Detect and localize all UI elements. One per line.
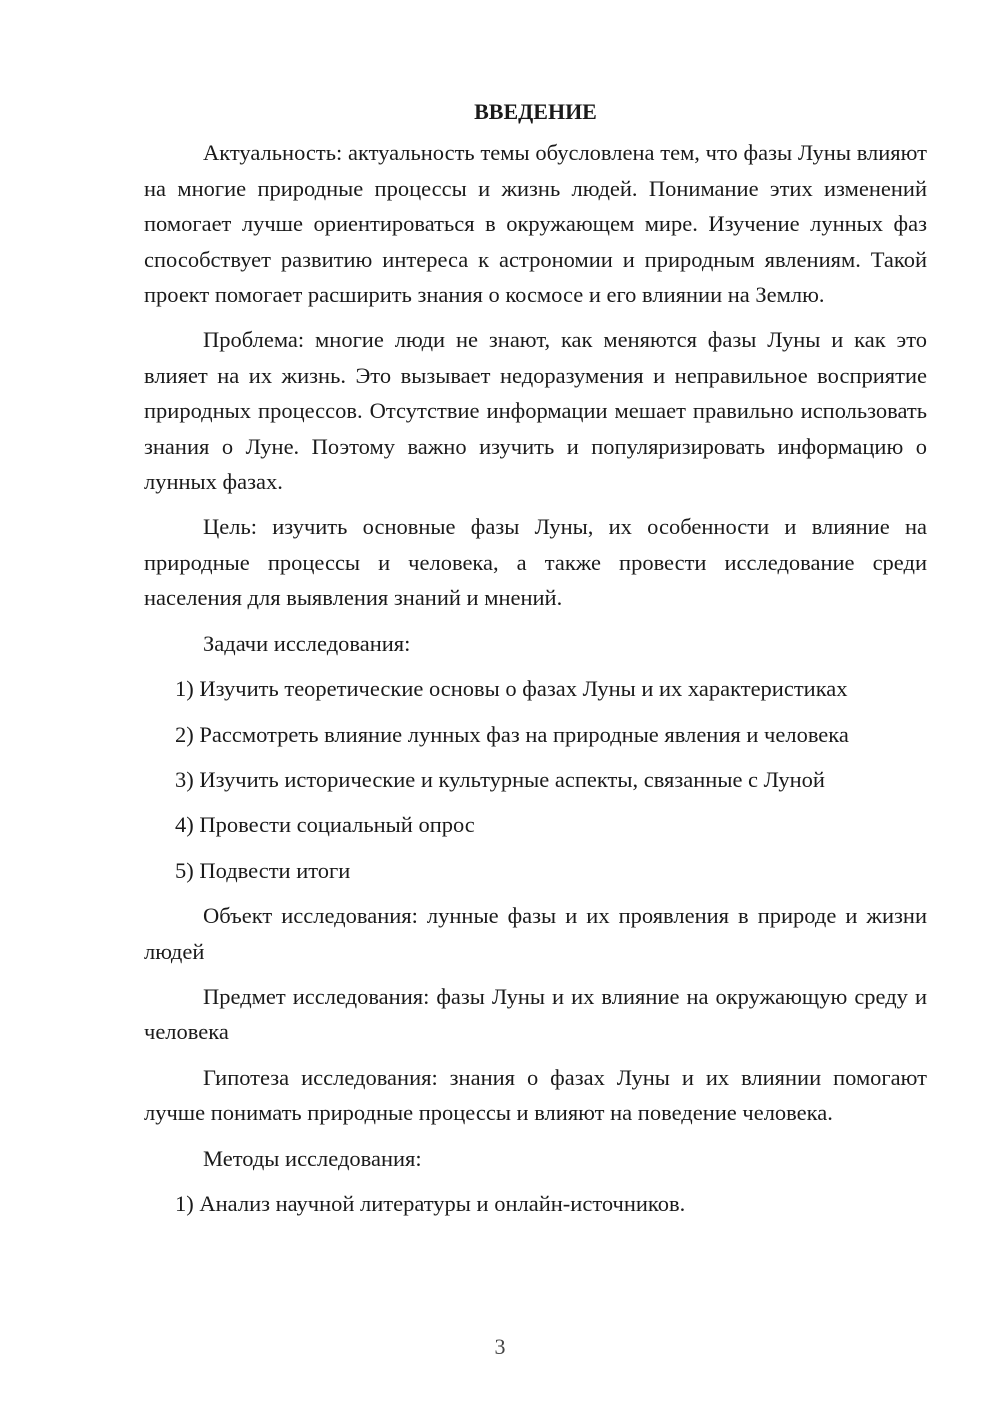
- task-item: 1) Изучить теоретические основы о фазах Луны и их характеристиках: [175, 676, 848, 702]
- method-item: 1) Анализ научной литературы и онлайн-источников.: [175, 1190, 686, 1216]
- task-item: 5) Подвести итоги: [175, 857, 351, 883]
- paragraph-hypothesis: Гипотеза исследования: знания о фазах Луны и их влиянии помогают лучше понимать природные процессы и влияют на поведение человека.: [144, 1064, 927, 1126]
- task-item: 3) Изучить исторические и культурные аспекты, связанные с Луной: [175, 766, 825, 792]
- page-title: ВВЕДЕНИЕ: [474, 99, 597, 124]
- page-body: [144, 94, 927, 1231]
- methods-heading: Методы исследования:: [203, 1145, 422, 1171]
- paragraph-problem: Проблема: многие люди не знают, как меняются фазы Луны и как это влияет на их жизнь. Это вызывает недоразумения и неправильное восприятие природных процессов. Отсутствие информации мешает правильно использовать знания о Луне. Поэтому важно изучить и популяризировать информацию о лунных фазах.: [144, 327, 927, 495]
- tasks-heading: Задачи исследования:: [203, 630, 411, 656]
- paragraph-relevance: Актуальность: актуальность темы обусловлена тем, что фазы Луны влияют на многие природные процессы и жизнь людей. Понимание этих изменений помогает лучше ориентироваться в окружающем мире. Изучение лунных фаз способствует развитию интереса к астрономии и природным явлениям. Такой проект помогает расширить знания о космосе и его влиянии на Землю.: [144, 140, 927, 308]
- paragraph-goal: Цель: изучить основные фазы Луны, их особенности и влияние на природные процессы и человека, а также провести исследование среди населения для выявления знаний и мнений.: [144, 514, 927, 611]
- task-item: 2) Рассмотреть влияние лунных фаз на природные явления и человека: [175, 721, 849, 747]
- paragraph-object: Объект исследования: лунные фазы и их проявления в природе и жизни людей: [144, 903, 927, 964]
- task-item: 4) Провести социальный опрос: [175, 812, 475, 838]
- page-number: 3: [494, 1334, 506, 1359]
- paragraph-subject: Предмет исследования: фазы Луны и их влияние на окружающую среду и человека: [144, 983, 927, 1045]
